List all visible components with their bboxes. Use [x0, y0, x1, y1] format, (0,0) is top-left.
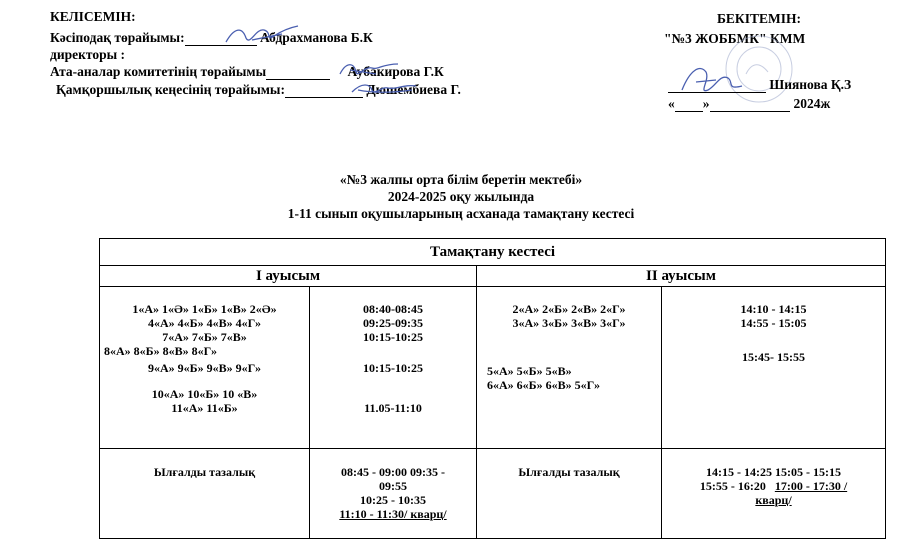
class-list-line: 9«А» 9«Б» 9«В» 9«Г»: [148, 361, 261, 375]
meal-time: 15:45- 15:55: [742, 350, 805, 364]
class-list-line: 5«А» 5«Б» 5«В»: [487, 364, 572, 378]
approval-date-line: [668, 96, 830, 112]
table-header: Тамақтану кестесі: [100, 239, 886, 266]
class-list-line: 1«А» 1«Ә» 1«Б» 1«В» 2«Ә»: [132, 302, 277, 316]
director-name: Шиянова Қ.З: [769, 77, 852, 92]
approval-year: 2024ж: [793, 96, 831, 111]
meal-time: 08:40-08:45: [363, 302, 423, 316]
class-list-line: 11«А» 11«Б»: [171, 401, 238, 415]
trustee-chair-name: Дюшембиева Г.: [366, 82, 461, 97]
meal-time: 09:25-09:35: [363, 316, 423, 330]
director-sign-line: [668, 77, 851, 93]
date-quote-open: «: [668, 96, 675, 111]
cleaning-time: 09:55: [379, 479, 407, 493]
cleaning-time-line: [662, 479, 885, 493]
signature-parents-icon: [336, 58, 402, 80]
org-name: "№3 ЖОББМК" КММ: [664, 31, 806, 46]
union-chair-line: [50, 30, 373, 46]
shift-1-classes-cell: [100, 287, 310, 449]
cleaning-time: 15:55 - 16:20: [699, 479, 766, 493]
academic-year: 2024-2025 оқу жылында: [387, 189, 535, 204]
cleaning-label-cell: [477, 449, 662, 539]
cleaning-time: 14:15 - 14:25 15:05 - 15:15: [706, 465, 841, 479]
parents-chair-label: Ата-аналар комитетінің төрайымы: [50, 64, 267, 79]
class-list-line: 2«А» 2«Б» 2«В» 2«Г»: [512, 302, 626, 316]
class-list-line: 8«А» 8«Б» 8«В» 8«Г»: [104, 344, 217, 358]
shift-1-times-cell: [310, 287, 477, 449]
meal-time: 10:15-10:25: [363, 361, 423, 375]
table-row: [100, 449, 886, 539]
meal-schedule-table: [99, 238, 886, 539]
agree-heading: КЕЛІСЕМІН:: [50, 9, 136, 24]
cleaning-label-cell: [100, 449, 310, 539]
cleaning-time-quartz: 17:00 - 17:30 /: [774, 479, 848, 493]
class-list-line: 6«А» 6«Б» 6«В» 5«Г»: [487, 378, 600, 392]
meal-time: [310, 375, 476, 387]
approve-heading: БЕКІТЕМІН:: [717, 11, 801, 26]
date-day-line: [675, 111, 703, 112]
class-list-line: 7«А» 7«Б» 7«В»: [162, 330, 247, 344]
director-label: директоры :: [50, 47, 126, 62]
school-title: «№3 жалпы орта білім беретін мектебі»: [339, 172, 583, 187]
cleaning-times-cell: [662, 449, 886, 539]
meal-time: [310, 344, 476, 358]
signature-trustee-icon: [348, 78, 420, 100]
cleaning-time: 11:10 - 11:30/ кварц/: [339, 507, 447, 521]
meal-time: 11.05-11:10: [364, 401, 422, 415]
class-list-line: 3«А» 3«Б» 3«В» 3«Г»: [512, 316, 626, 330]
shift-2-times-cell: [662, 287, 886, 449]
union-chair-label: Кәсіподақ төрайымы:: [50, 30, 185, 45]
cleaning-time: 10:25 - 10:35: [360, 493, 426, 507]
shift-1-header: І ауысым: [100, 266, 477, 287]
table-row: [100, 287, 886, 449]
union-chair-name: Абдрахманова Б.К: [259, 30, 373, 45]
cleaning-times-cell: [310, 449, 477, 539]
signature-union-icon: [222, 22, 302, 48]
signature-line: [668, 92, 766, 93]
signature-line: [266, 79, 330, 80]
date-month-line: [710, 111, 790, 112]
cleaning-label: Ылғалды тазалық: [153, 465, 256, 479]
cleaning-time: 08:45 - 09:00 09:35 -: [341, 465, 445, 479]
meal-time: [310, 387, 476, 401]
date-quote-close: »: [702, 96, 710, 111]
schedule-title: 1-11 сынып оқушыларының асханада тамақтану кестесі: [287, 206, 635, 221]
cleaning-time-quartz: кварц/: [755, 493, 792, 507]
shift-2-classes-cell: [477, 287, 662, 449]
class-list-line: 4«А» 4«Б» 4«В» 4«Г»: [148, 316, 261, 330]
parents-chair-name: Аубакирова Г.К: [347, 64, 444, 79]
trustee-chair-label: Қамқоршылық кеңесінің төрайымы:: [56, 82, 285, 97]
shift-2-header: ІІ ауысым: [477, 266, 886, 287]
meal-time: 10:15-10:25: [363, 330, 423, 344]
class-list-line: [100, 375, 309, 387]
cleaning-label: Ылғалды тазалық: [518, 465, 620, 479]
class-list-line: 10«А» 10«Б» 10 «В»: [151, 387, 258, 401]
meal-time: 14:10 - 14:15: [740, 302, 807, 316]
meal-time: 14:55 - 15:05: [740, 316, 807, 330]
